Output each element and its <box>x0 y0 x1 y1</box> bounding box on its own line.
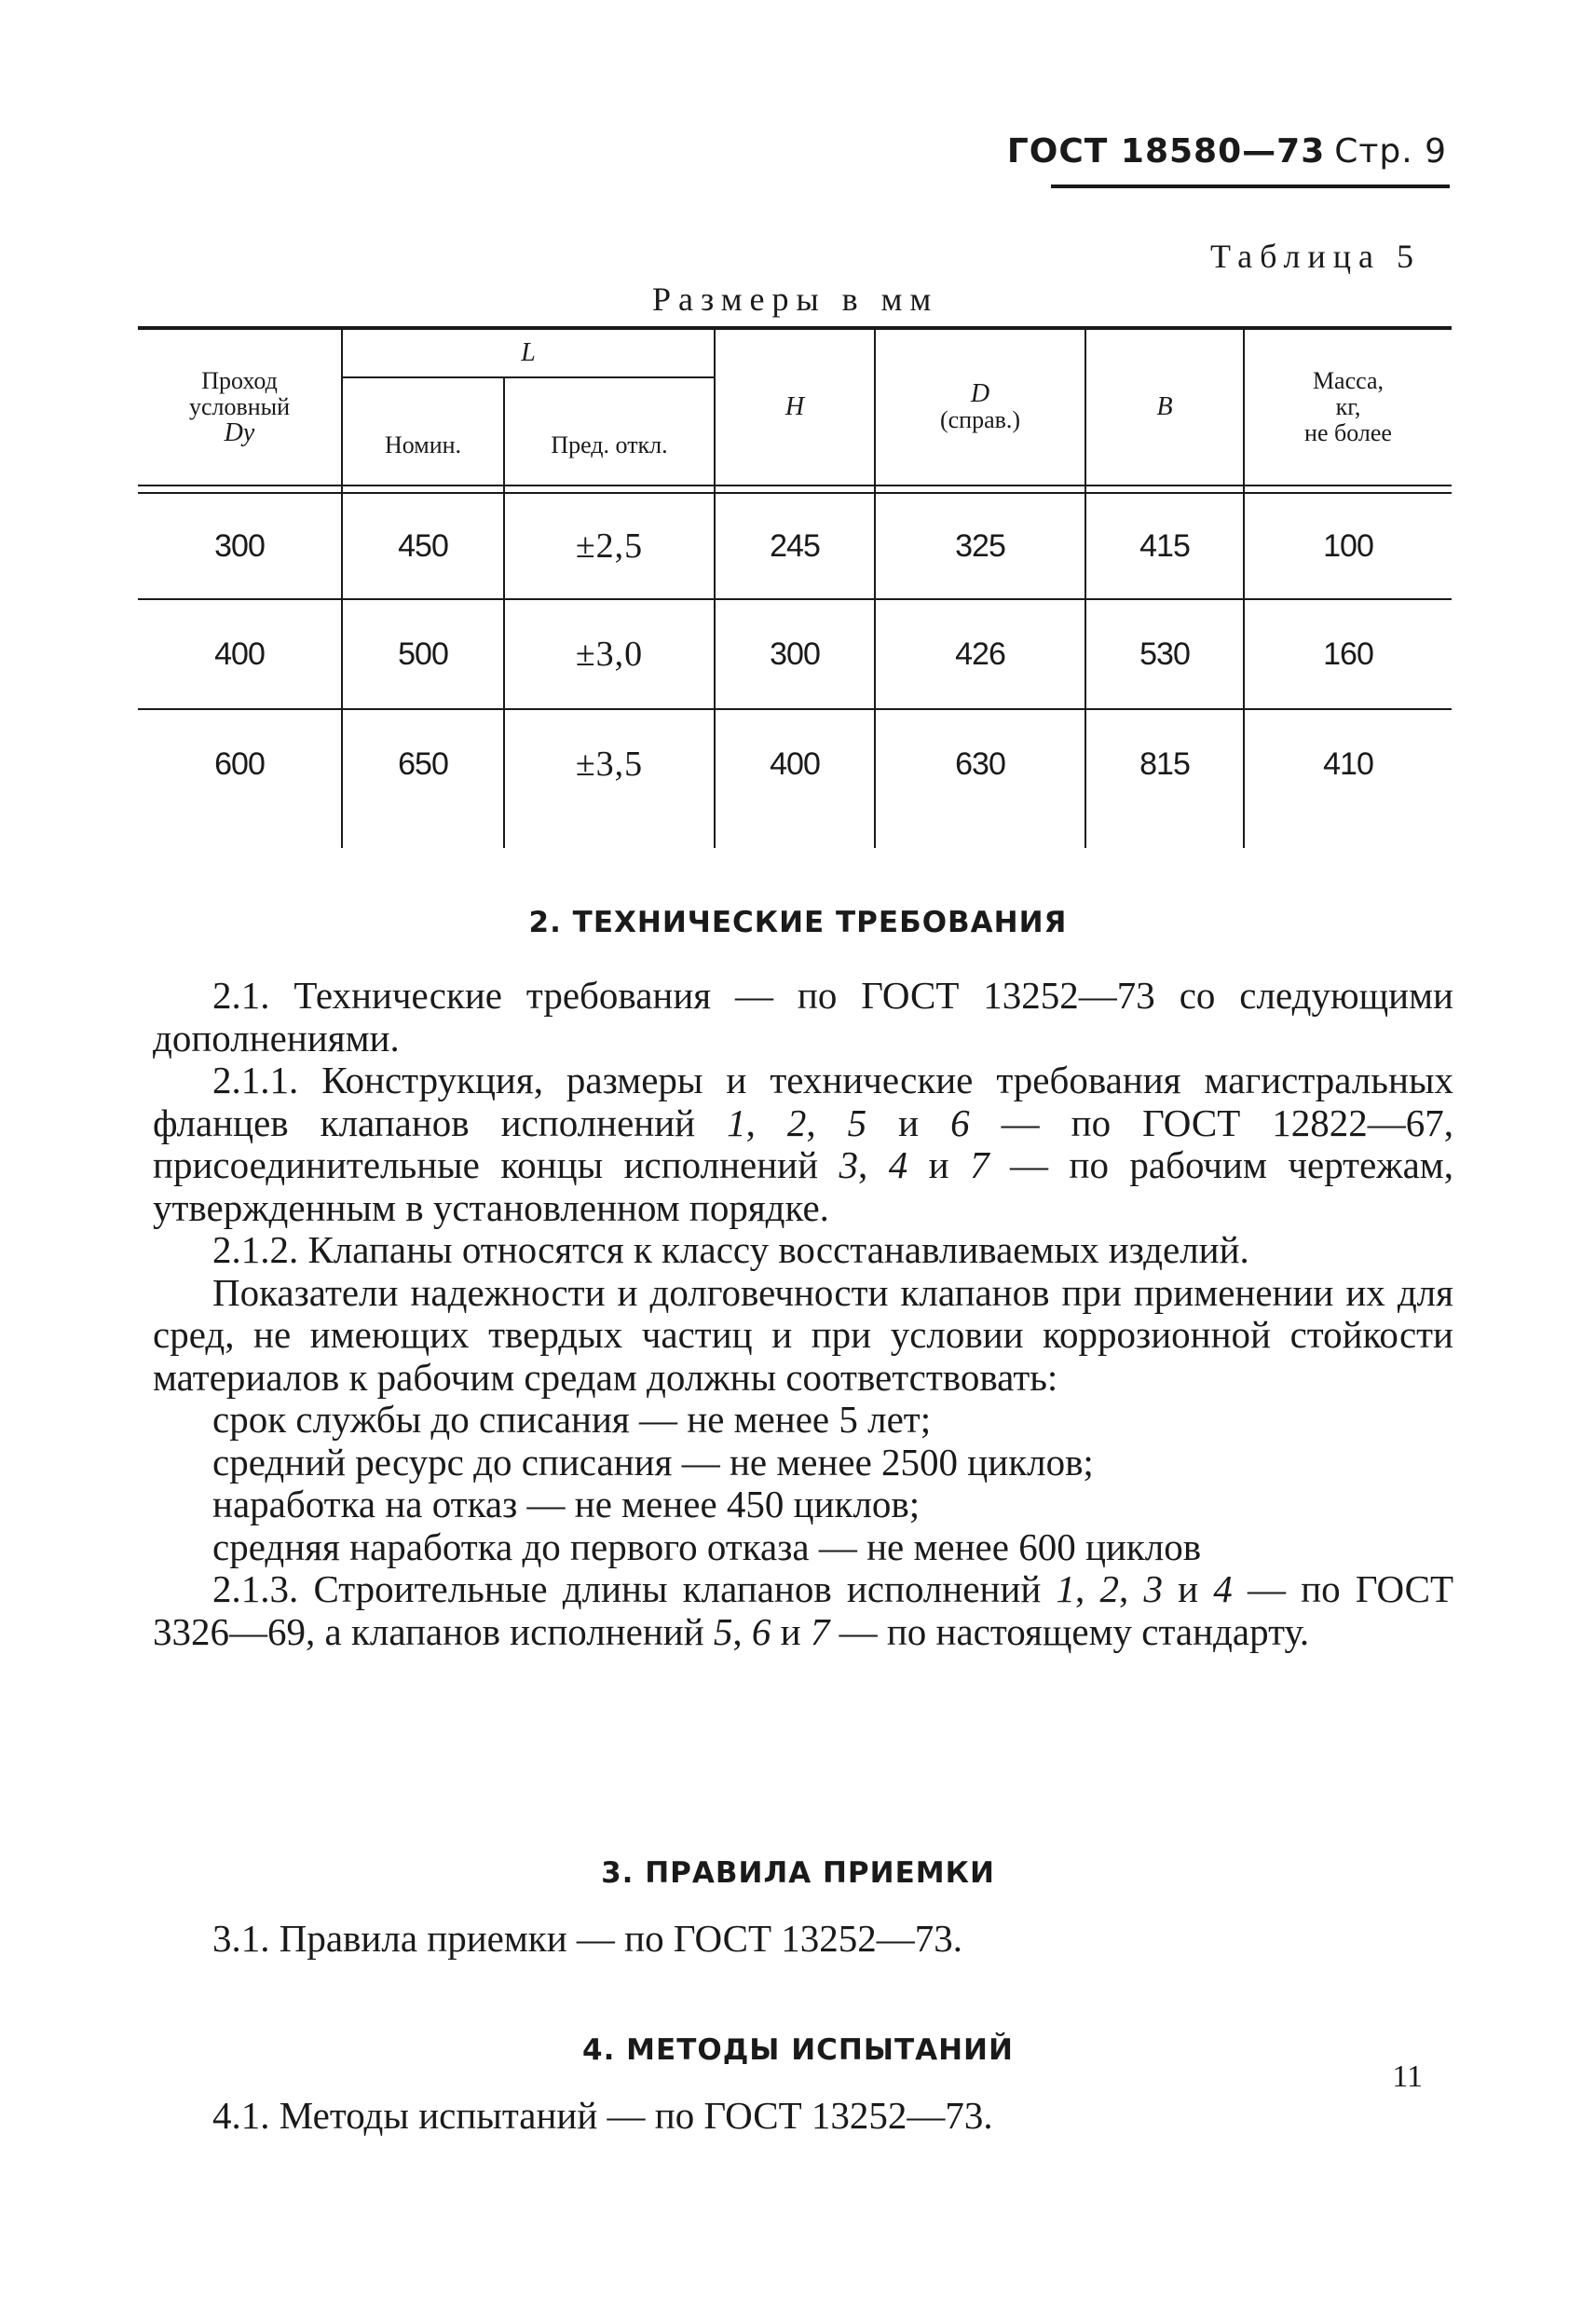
variant-number: 1 <box>727 1101 746 1144</box>
paragraph-2-1-3 <box>153 1568 1453 1653</box>
separator: и <box>907 1143 971 1186</box>
variant-number: 3 <box>839 1143 858 1186</box>
variant-number: 2 <box>1099 1567 1119 1610</box>
cell-h-row3: 400 <box>770 745 820 782</box>
cell-b-row2: 530 <box>1139 636 1190 672</box>
header-diameter-note: (справ.) <box>939 406 1021 433</box>
page-number: 11 <box>1392 2059 1423 2094</box>
header-mass <box>1245 330 1452 485</box>
variant-number: 7 <box>970 1143 989 1186</box>
header-length-group: L <box>521 338 536 367</box>
cell-mass-row3: 410 <box>1323 745 1373 782</box>
variant-number: 6 <box>751 1609 771 1653</box>
paragraph-2-1-1-text-a: 2.1.1. Конструкция, размеры и технические требования магистральных фланцев клапанов исполнений <box>153 1059 1453 1144</box>
paragraph-2-1-3-text-b: — по ГОСТ 3326—69, а клапанов исполнений <box>153 1567 1454 1653</box>
cell-d-row2: 426 <box>955 636 1005 672</box>
list-item: средняя наработка до первого отказа — не менее 600 циклов <box>212 1525 1202 1568</box>
cell-l-tolerance-row3: ±3,5 <box>575 745 644 784</box>
dimensions-table <box>138 326 1452 848</box>
cell-d-row1: 325 <box>955 527 1005 564</box>
paragraph-2-1-1-text-b: — по ГОСТ 12822—67, присоединительные концы исполнений <box>153 1101 1454 1186</box>
separator: , <box>732 1609 752 1653</box>
paragraph-2-1: 2.1. Технические требования — по ГОСТ 13252—73 со следующими дополнениями. <box>153 974 1453 1060</box>
header-mass-line2: кг, <box>1335 393 1361 420</box>
variant-number: 4 <box>888 1143 908 1186</box>
paragraph-3-1: 3.1. Правила приемки — по ГОСТ 13252—73. <box>212 1917 963 1960</box>
cell-l-nominal-row2: 500 <box>398 636 448 672</box>
paragraph-reliability: Показатели надежности и долговечности клапанов при применении их для сред, не имеющих твердых частиц и при условии коррозионной стойкости материалов к рабочим средам должны соответствовать: <box>153 1270 1453 1399</box>
variant-number: 5 <box>847 1101 867 1144</box>
header-height: H <box>784 392 805 421</box>
section-heading-acceptance-rules: 3. ПРАВИЛА ПРИЕМКИ <box>601 1856 995 1890</box>
cell-dy-row1: 300 <box>214 527 265 564</box>
cell-dy-row3: 600 <box>214 745 265 782</box>
table-caption: Таблица 5 <box>1210 238 1421 275</box>
cell-l-nominal-row3: 650 <box>398 745 448 782</box>
cell-mass-row2: 160 <box>1323 636 1373 672</box>
header-diameter <box>876 330 1084 485</box>
header-width: B <box>1156 392 1173 421</box>
separator: и <box>866 1101 951 1144</box>
standard-number: ГОСТ 18580—73 <box>1006 132 1326 171</box>
variant-number: 7 <box>810 1609 830 1653</box>
variant-number: 4 <box>1213 1567 1233 1610</box>
separator: , <box>745 1101 787 1144</box>
running-head <box>1007 132 1447 171</box>
separator: , <box>1075 1567 1100 1610</box>
paragraph-2-1-1 <box>153 1060 1453 1229</box>
list-item: наработка на отказ — не менее 450 циклов; <box>212 1483 921 1525</box>
section-heading-technical-requirements: 2. ТЕХНИЧЕСКИЕ ТРЕБОВАНИЯ <box>528 906 1068 939</box>
variant-number: 3 <box>1143 1567 1163 1610</box>
paragraph-2-1-3-text-a: 2.1.3. Строительные длины клапанов исполнений <box>212 1567 1057 1610</box>
separator: и <box>1162 1567 1214 1610</box>
separator: , <box>806 1101 848 1144</box>
section-3-body <box>153 1918 1453 1961</box>
section-4-body <box>153 2095 1453 2138</box>
paragraph-2-1-2: 2.1.2. Клапаны относятся к классу восстанавливаемых изделий. <box>212 1228 1249 1271</box>
running-head-rule <box>1051 185 1450 188</box>
cell-b-row3: 815 <box>1139 745 1190 782</box>
section-heading-test-methods: 4. МЕТОДЫ ИСПЫТАНИЙ <box>582 2033 1014 2067</box>
header-length-tolerance: Пред. откл. <box>551 431 668 458</box>
section-2-body <box>153 975 1453 1653</box>
cell-h-row2: 300 <box>770 636 820 672</box>
header-mass-line3: не более <box>1304 419 1392 446</box>
header-nominal-bore-line2: условный <box>188 393 291 420</box>
variant-number: 2 <box>786 1101 807 1144</box>
header-mass-line1: Масса, <box>1312 367 1385 394</box>
cell-l-tolerance-row1: ±2,5 <box>575 526 644 566</box>
header-double-rule-1 <box>138 485 1452 486</box>
units-caption: Размеры в мм <box>652 280 939 318</box>
cell-dy-row2: 400 <box>214 636 265 672</box>
paragraph-2-1-1-text-c: — по рабочим чертежам, утвержденным в установленном порядке. <box>153 1143 1453 1229</box>
list-item: средний ресурс до списания — не менее 2500 циклов; <box>212 1440 1094 1484</box>
header-nominal-bore <box>138 330 341 485</box>
header-length-nominal: Номин. <box>384 431 462 458</box>
separator: , <box>1119 1567 1144 1610</box>
variant-number: 6 <box>950 1101 970 1144</box>
paragraph-2-1-3-text-c: — по настоящему стандарту. <box>829 1609 1310 1653</box>
page-label: Стр. 9 <box>1334 132 1447 171</box>
cell-b-row1: 415 <box>1139 527 1190 564</box>
separator: , <box>858 1143 889 1186</box>
cell-l-nominal-row1: 450 <box>398 527 448 564</box>
header-diameter-symbol: D <box>970 379 990 408</box>
variant-number: 5 <box>713 1609 733 1653</box>
header-nominal-bore-symbol: Dу <box>224 418 255 447</box>
header-nominal-bore-line1: Проход <box>201 367 278 394</box>
cell-d-row3: 630 <box>955 745 1005 782</box>
cell-mass-row1: 100 <box>1323 527 1373 564</box>
cell-h-row1: 245 <box>770 527 820 564</box>
variant-number: 1 <box>1056 1567 1076 1610</box>
separator: и <box>771 1609 811 1653</box>
cell-l-tolerance-row2: ±3,0 <box>575 635 644 674</box>
paragraph-4-1: 4.1. Методы испытаний — по ГОСТ 13252—73. <box>212 2094 993 2137</box>
list-item: срок службы до списания — не менее 5 лет; <box>212 1398 932 1441</box>
